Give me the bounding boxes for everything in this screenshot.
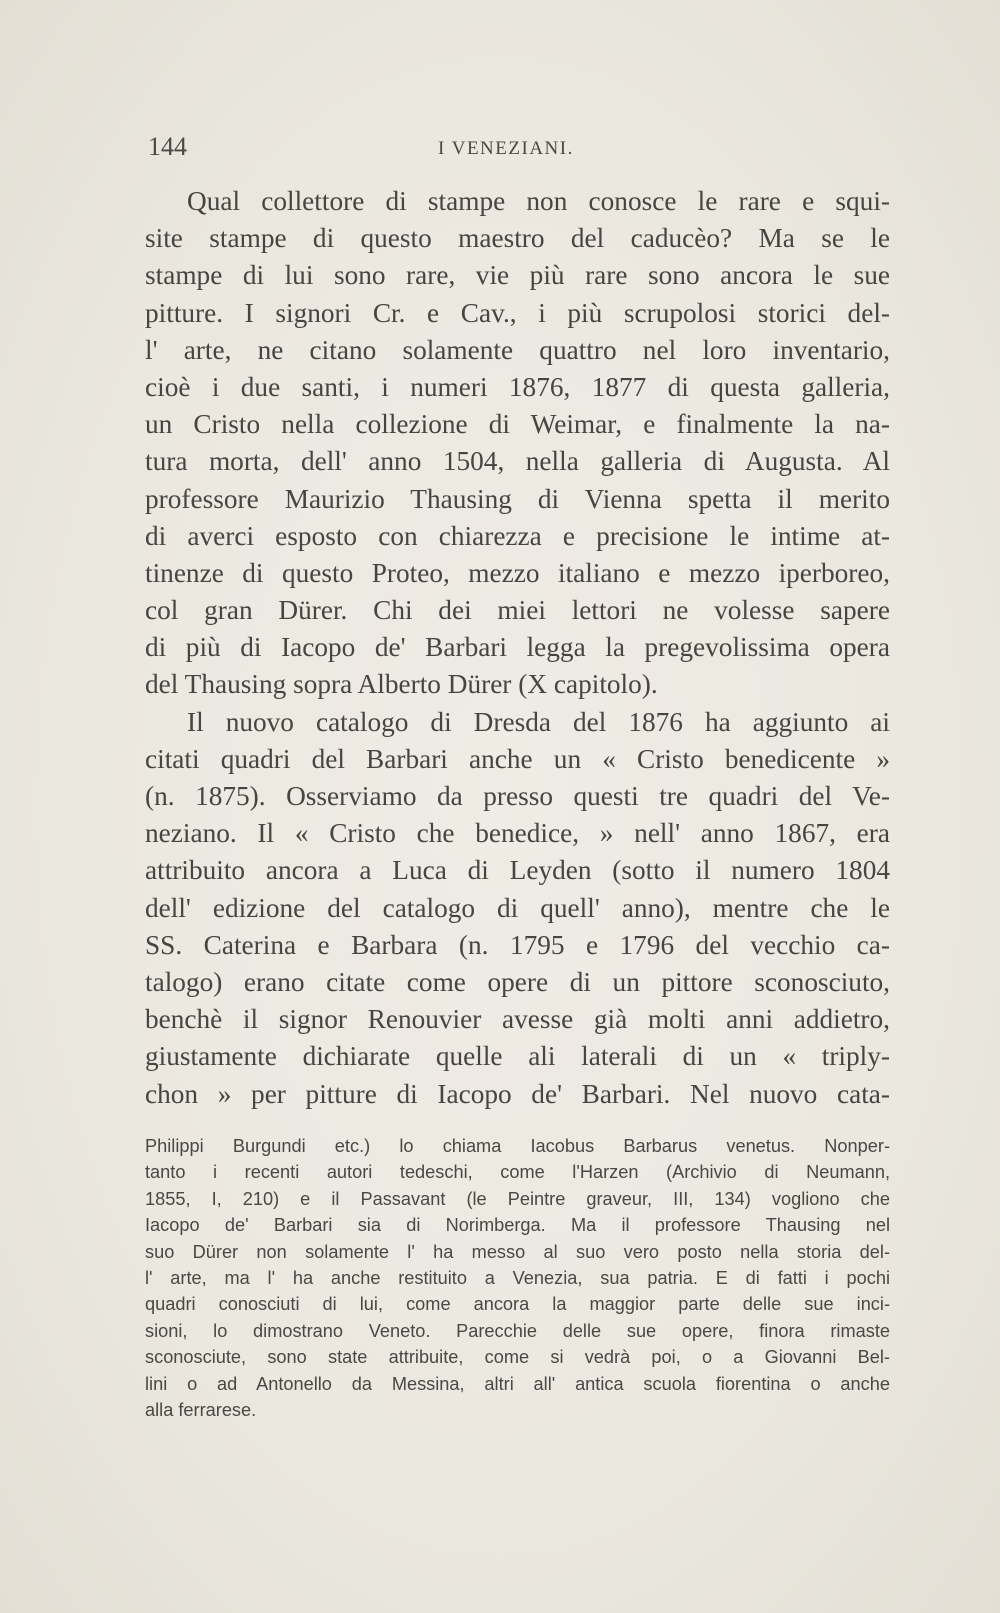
footnote-line: sconosciute, sono state attribuite, come si vedrà poi, o a Giovanni Bel-: [145, 1347, 890, 1368]
text-line: Il nuovo catalogo di Dresda del 1876 ha aggiunto ai: [187, 706, 890, 737]
text-line: (n. 1875). Osserviamo da presso questi tre quadri del Ve-: [145, 781, 890, 811]
running-title: I VENEZIANI.: [438, 138, 574, 159]
text-line: professore Maurizio Thausing di Vienna spetta il merito: [145, 483, 890, 514]
text-line: del Thausing sopra Alberto Dürer (X capitolo).: [145, 669, 658, 700]
text-line: attribuito ancora a Luca di Leyden (sotto il numero 1804: [145, 855, 890, 886]
text-line: SS. Caterina e Barbara (n. 1795 e 1796 del vecchio ca-: [145, 929, 890, 960]
text-line: l' arte, ne citano solamente quattro nel loro inventario,: [145, 334, 890, 365]
text-line: tura morta, dell' anno 1504, nella galleria di Augusta. Al: [145, 446, 890, 477]
text-line: Qual collettore di stampe non conosce le rare e squi-: [187, 186, 890, 216]
footnote-line: 1855, I, 210) e il Passavant (le Peintre graveur, III, 134) vogliono che: [145, 1188, 890, 1209]
text-line: citati quadri del Barbari anche un « Cristo benedicente »: [145, 743, 890, 774]
footnote-line: alla ferrarese.: [145, 1399, 257, 1420]
footnote-block: [145, 1133, 890, 1423]
text-line: benchè il signor Renouvier avesse già molti anni addietro,: [145, 1004, 890, 1035]
page-number: 144: [148, 132, 187, 161]
text-line: stampe di lui sono rare, vie più rare sono ancora le sue: [145, 260, 890, 291]
text-line: col gran Dürer. Chi dei miei lettori ne volesse sapere: [145, 595, 890, 626]
footnote-line: l' arte, ma l' ha anche restituito a Venezia, sua patria. E di fatti i pochi: [145, 1267, 890, 1288]
text-line: cioè i due santi, i numeri 1876, 1877 di questa galleria,: [145, 371, 890, 402]
text-line: chon » per pitture di Iacopo de' Barbari. Nel nuovo cata-: [145, 1078, 890, 1109]
text-line: tinenze di questo Proteo, mezzo italiano e mezzo iperboreo,: [145, 557, 890, 588]
text-line: pitture. I signori Cr. e Cav., i più scrupolosi storici del-: [145, 297, 890, 328]
text-line: dell' edizione del catalogo di quell' anno), mentre che le: [145, 892, 890, 923]
footnote-line: quadri conosciuti di lui, come ancora la maggior parte delle sue inci-: [145, 1294, 890, 1315]
text-line: di più di Iacopo de' Barbari legga la pregevolissima opera: [145, 632, 890, 663]
footnote-line: Philippi Burgundi etc.) lo chiama Iacobus Barbarus venetus. Nonper-: [145, 1136, 890, 1156]
footnote-line: tanto i recenti autori tedeschi, come l'Harzen (Archivio di Neumann,: [145, 1162, 890, 1183]
text-line: site stampe di questo maestro del caducèo? Ma se le: [145, 223, 890, 254]
footnote-line: sioni, lo dimostrano Veneto. Parecchie delle sue opere, finora rimaste: [145, 1320, 890, 1341]
text-line: neziano. Il « Cristo che benedice, » nell' anno 1867, era: [145, 818, 890, 849]
text-line: giustamente dichiarate quelle ali laterali di un « triply-: [145, 1041, 890, 1072]
page-header: [148, 132, 888, 172]
footnote-line: Iacopo de' Barbari sia di Norimberga. Ma il professore Thausing nel: [145, 1215, 890, 1236]
footnote-line: lini o ad Antonello da Messina, altri all' antica scuola fiorentina o anche: [145, 1373, 890, 1394]
text-line: di averci esposto con chiarezza e precisione le intime at-: [145, 520, 890, 551]
text-line: un Cristo nella collezione di Weimar, e finalmente la na-: [145, 409, 890, 440]
text-line: talogo) erano citate come opere di un pittore sconosciuto,: [145, 966, 890, 997]
footnote-line: suo Dürer non solamente l' ha messo al suo vero posto nella storia del-: [145, 1241, 890, 1262]
main-text: [145, 183, 890, 1113]
